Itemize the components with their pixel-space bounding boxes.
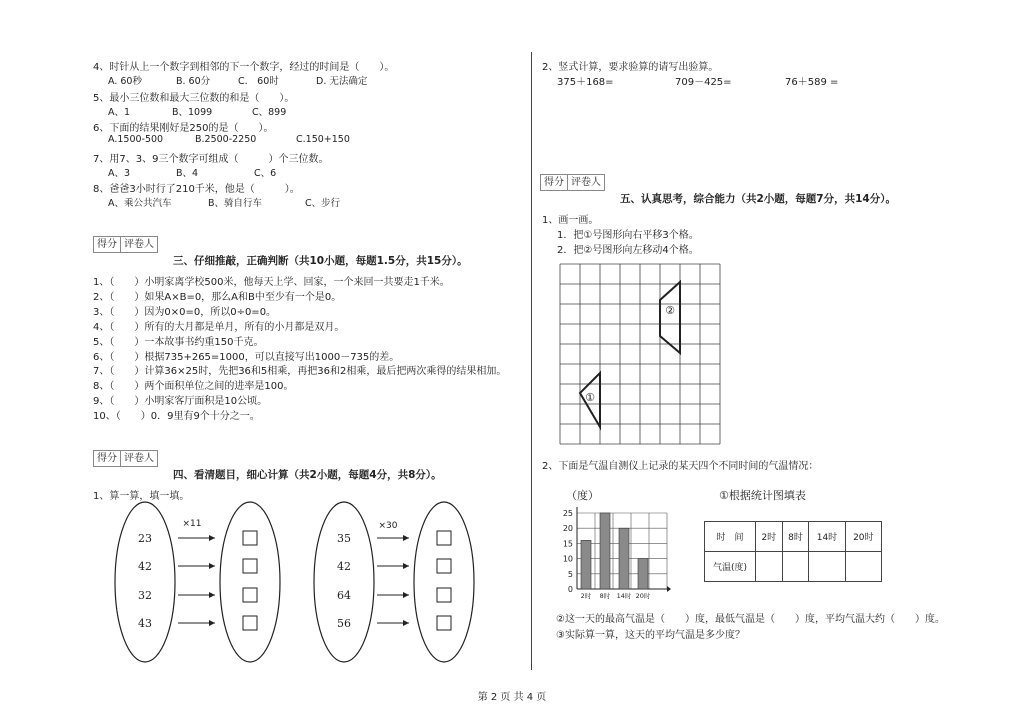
- arrow-head-icon: [403, 592, 409, 598]
- mc-question: 8、爸爸3小时行了210千米，他是（ ）。: [93, 184, 300, 195]
- mc-option[interactable]: A、乘公共汽车: [108, 198, 172, 209]
- grid-lines: [560, 264, 720, 444]
- mc-option[interactable]: B、4: [176, 167, 199, 179]
- table-cell[interactable]: [845, 552, 881, 582]
- x-tick-label: 2时: [580, 592, 592, 600]
- draw-step-1: 1．把①号图形向右平移3个格。: [557, 230, 699, 241]
- arrow-head-icon: [209, 563, 215, 569]
- judge-item: 9、（ ）小明家客厅面积是10公顷。: [93, 396, 268, 408]
- mc-question: 7、用7、3、9三个数字可组成（ ）个三位数。: [93, 153, 329, 165]
- calc-item: 76＋589 =: [785, 77, 839, 88]
- mc-question: 6、下面的结果刚好是250的是（ ）。: [93, 123, 274, 134]
- oval-group-2: [314, 502, 474, 662]
- answer-box[interactable]: [243, 531, 257, 545]
- table-cell[interactable]: [756, 552, 783, 582]
- section-4-title: 四、看清题目，细心计算（共2小题，每题4分，共8分）。: [173, 469, 442, 481]
- judge-item: 8、（ ）两个面积单位之间的进率是100。: [93, 381, 294, 393]
- temperature-bar-chart: [555, 505, 675, 605]
- mc-option[interactable]: A. 60秒: [108, 76, 142, 87]
- mc-question: 4、时针从上一个数字到相邻的下一个数字，经过的时间是（ ）。: [93, 62, 395, 73]
- score-box: [93, 236, 158, 253]
- judge-item: 2、（ ）如果A×B=0，那么A和B中至少有一个是0。: [93, 291, 342, 303]
- score-label: 得分: [541, 175, 568, 190]
- table-col: 14时: [809, 522, 845, 552]
- section-5-title: 五、认真思考，综合能力（共2小题，每题7分，共14分）。: [620, 193, 896, 205]
- table-cell[interactable]: [809, 552, 845, 582]
- arrow-head-icon: [209, 592, 215, 598]
- mc-option[interactable]: B. 60分: [176, 76, 211, 87]
- y-tick-label: 5: [567, 569, 573, 579]
- arrow-head-icon: [403, 563, 409, 569]
- arrow-head-icon: [403, 535, 409, 541]
- vertical-calc-question: 2、竖式计算，要求验算的请写出验算。: [542, 62, 719, 73]
- draw-question: 1、画一画。: [542, 215, 599, 226]
- table-row-temp: 气温(度): [705, 552, 756, 582]
- chart-area: [563, 507, 671, 600]
- score-box: [93, 450, 158, 467]
- shape-1-label: ①: [585, 391, 595, 404]
- mc-option[interactable]: C、6: [254, 167, 277, 179]
- temperature-table: [704, 521, 882, 582]
- bar: [638, 559, 648, 589]
- bar: [581, 540, 591, 589]
- calc-item: 709－425=: [675, 77, 732, 88]
- mc-option[interactable]: A、3: [108, 167, 131, 179]
- judge-item: 6、（ ）根据735+265=1000，可以直接写出1000－735的差。: [93, 351, 400, 363]
- bar: [619, 528, 629, 589]
- oval-number: 23: [138, 532, 152, 545]
- arrow-head-icon: [209, 620, 215, 626]
- oval-group-1: [115, 502, 280, 662]
- judge-item: 7、（ ）计算36×25时，先把36和5相乘，再把36和2相乘，最后把两次乘得的结果相加。: [93, 366, 507, 378]
- x-tick-label: 14时: [616, 592, 632, 600]
- oval-number: 64: [337, 589, 351, 602]
- calc-question: ③实际算一算，这天的平均气温是多少度？: [556, 630, 745, 641]
- judge-item: 4、（ ）所有的大月都是单月，所有的小月都是双月。: [93, 321, 345, 333]
- answer-box[interactable]: [243, 616, 257, 630]
- judge-item: 5、（ ）一本故事书约重150千克。: [93, 336, 264, 348]
- x-tick-label: 20时: [635, 592, 651, 600]
- mc-option[interactable]: C、步行: [305, 198, 341, 209]
- answer-box[interactable]: [437, 588, 451, 602]
- answer-box[interactable]: [437, 616, 451, 630]
- answer-box[interactable]: [243, 559, 257, 573]
- mc-option[interactable]: D. 无法确定: [316, 76, 368, 87]
- answer-box[interactable]: [243, 588, 257, 602]
- mc-option[interactable]: B、1099: [172, 106, 213, 118]
- draw-step-2: 2．把②号图形向左移动4个格。: [557, 245, 699, 256]
- table-col: 2时: [756, 522, 783, 552]
- oval-number: 43: [138, 617, 152, 630]
- oval-number: 32: [138, 589, 152, 602]
- operator-label: ×11: [182, 519, 202, 529]
- operator-label: ×30: [378, 521, 398, 531]
- column-divider: [531, 52, 532, 670]
- mc-question: 5、最小三位数和最大三位数的和是（ ）。: [93, 92, 295, 104]
- section-4-question-1: 1、算一算，填一填。: [93, 491, 190, 502]
- score-box: [540, 174, 605, 191]
- judge-item: 10、（ ）0．9里有9个十分之一。: [93, 411, 260, 423]
- y-tick-label: 20: [562, 524, 573, 534]
- table-title: ①根据统计图填表: [719, 489, 806, 502]
- score-label: 得分: [94, 237, 121, 252]
- oval-number: 35: [337, 532, 351, 545]
- answer-box[interactable]: [437, 531, 451, 545]
- table-col: 8时: [782, 522, 809, 552]
- table-cell[interactable]: [782, 552, 809, 582]
- temperature-question: 2、下面是气温自测仪上记录的某天四个不同时间的气温情况：: [542, 461, 819, 472]
- shape-2-label: ②: [665, 304, 675, 317]
- bar: [600, 513, 610, 589]
- y-tick-label: 25: [562, 509, 573, 518]
- judge-item: 3、（ ）因为0×0=0，所以0÷0=0。: [93, 306, 277, 318]
- shape-2-trapezoid: [660, 282, 680, 353]
- oval-number: 56: [337, 617, 351, 630]
- fill-question: ②这一天的最高气温是（ ）度，最低气温是（ ）度，平均气温大约（ ）度。: [556, 614, 945, 625]
- judge-item: 1、（ ）小明家离学校500米，他每天上学、回家，一个来回一共要走1千米。: [93, 277, 450, 288]
- answer-box[interactable]: [437, 559, 451, 573]
- y-tick-label: 15: [562, 539, 573, 549]
- page-footer: 第 2 页 共 4 页: [477, 692, 547, 703]
- calc-item: 375＋168=: [557, 77, 614, 88]
- y-tick-label: 0: [567, 585, 573, 594]
- mc-option[interactable]: C、899: [252, 106, 287, 118]
- grader-label: 评卷人: [571, 177, 601, 188]
- mc-option[interactable]: C. 60时: [238, 76, 279, 87]
- grader-label: 评卷人: [124, 453, 154, 464]
- mc-option[interactable]: C.150+150: [296, 134, 350, 145]
- table-header-time: 时 间: [705, 522, 756, 552]
- grader-label: 评卷人: [124, 239, 154, 250]
- multiply-ovals-figure: [110, 500, 500, 670]
- oval-number: 42: [138, 560, 152, 573]
- x-tick-label: 8时: [599, 592, 611, 600]
- arrow-head-icon: [403, 620, 409, 626]
- mc-option[interactable]: B.2500-2250: [195, 134, 257, 145]
- oval-number: 42: [337, 560, 351, 573]
- table-col: 20时: [845, 522, 881, 552]
- grid-figure: [558, 262, 722, 446]
- mc-option[interactable]: A、1: [108, 106, 131, 118]
- x-axis-arrow-icon: [667, 586, 671, 592]
- y-tick-label: 10: [562, 554, 573, 564]
- chart-unit: （度）: [566, 489, 599, 502]
- section-3-title: 三、仔细推敲，正确判断（共10小题，每题1.5分，共15分）。: [173, 255, 468, 267]
- mc-option[interactable]: B、骑自行车: [208, 198, 263, 209]
- mc-option[interactable]: A.1500-500: [108, 134, 164, 145]
- score-label: 得分: [94, 451, 121, 466]
- arrow-head-icon: [209, 535, 215, 541]
